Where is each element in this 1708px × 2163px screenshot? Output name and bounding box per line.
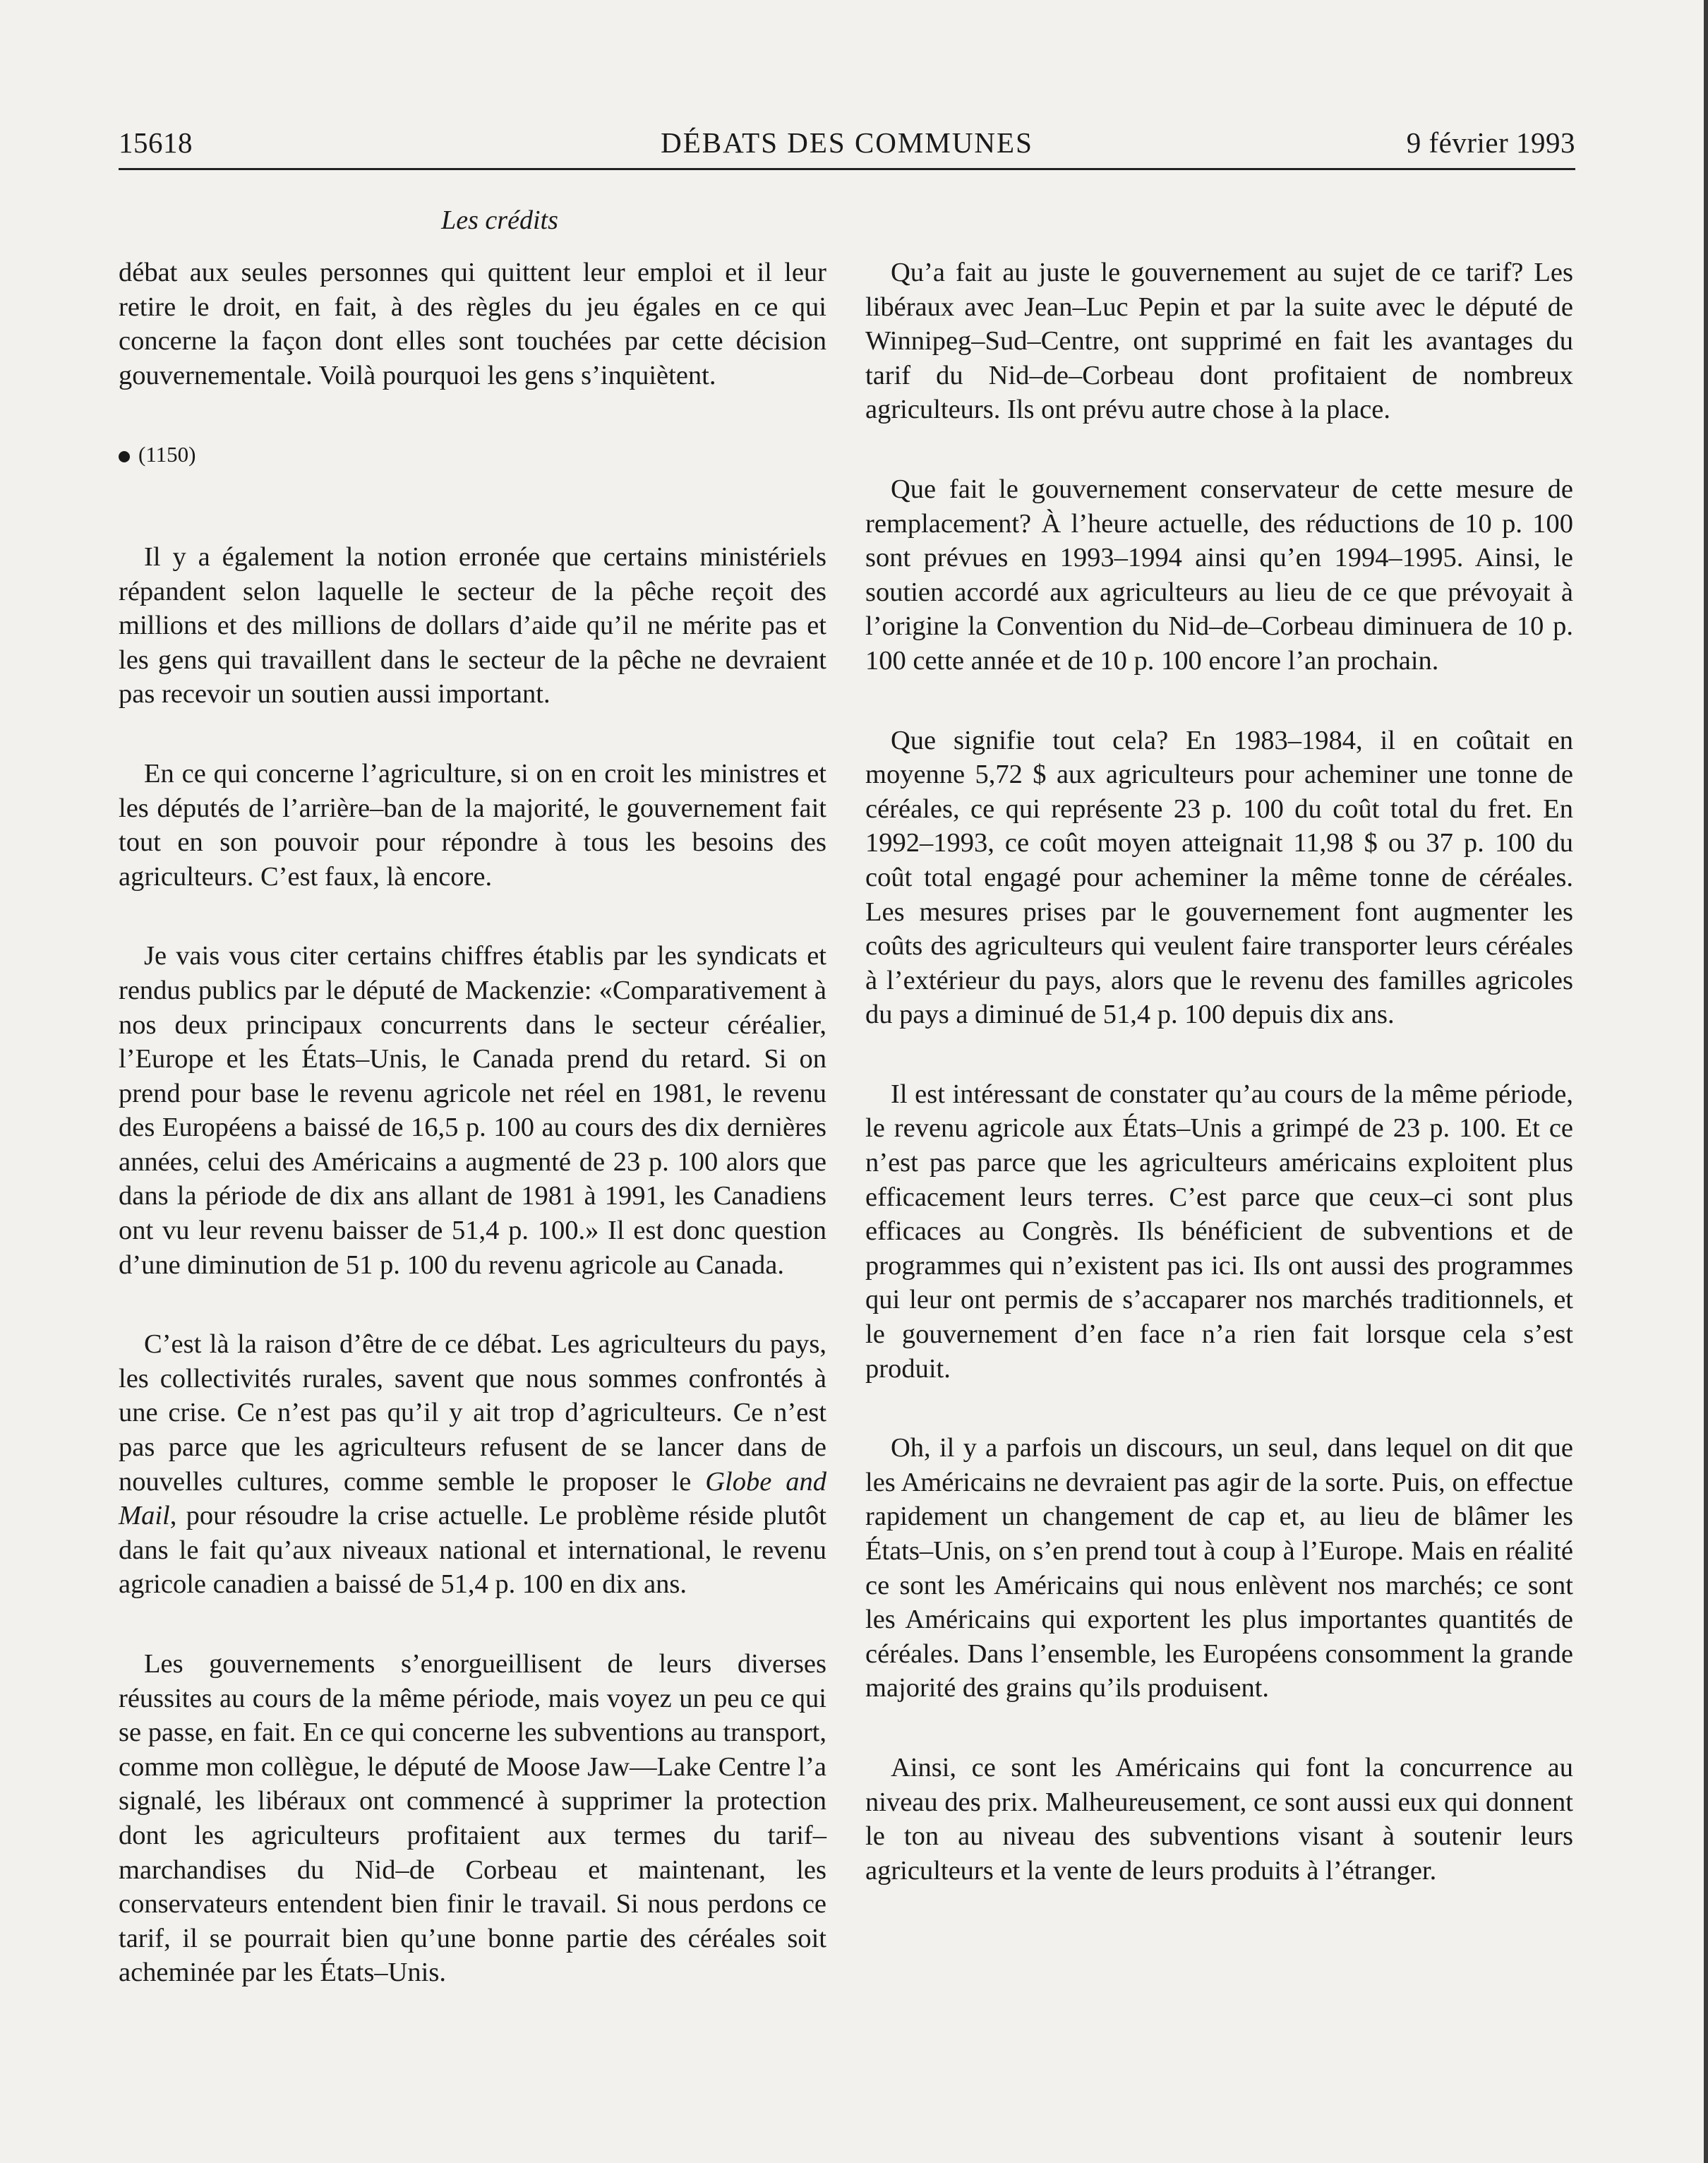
paragraph-text: C’est là la raison d’être de ce débat. Les agriculteurs du pays, les collectivités rurales, savent que nous sommes confrontés à une crise. Ce n’est pas qu’il y ait trop d’agriculteurs. Ce n’est pas parce que les agriculteurs refusent de se lancer dans de nouvelles cultures, comme semble le proposer le xyxy=(119,1329,826,1497)
paragraph: Que fait le gouvernement conservateur de cette mesure de remplacement? À l’heure actuelle, des réductions de 10 p. 100 sont prévues en 1993–1994 ainsi qu’en 1994–1995. Ainsi, le soutien accordé aux agriculteurs au lieu de ce que prévoyait à l’origine la Convention du Nid–de–Corbeau diminuera de 10 p. 100 cette année et de 10 p. 100 encore l’an prochain. xyxy=(865,474,1573,676)
paragraph: Il y a également la notion erronée que certains ministériels répandent selon laquelle le secteur de la pêche reçoit des millions et des millions de dollars d’aide qu’il ne mérite pas et les gens qui travaillent dans le secteur de la pêche ne devraient pas recevoir un soutien aussi important. xyxy=(119,541,826,709)
header-rule xyxy=(119,168,1575,170)
paragraph: En ce qui concerne l’agriculture, si on en croit les ministres et les députés de l’arrière–ban de la majorité, le gouvernement fait tout en son pouvoir pour répondre à tous les besoins des agriculteurs. C’est faux, là encore. xyxy=(119,758,826,892)
paragraph: Qu’a fait au juste le gouvernement au sujet de ce tarif? Les libéraux avec Jean–Luc Pepin et par la suite avec le député de Winnipeg–Sud–Centre, ont supprimé en fait les avantages du tarif du Nid–de–Corbeau dont profitaient de nombreux agriculteurs. Ils ont prévu autre chose à la place. xyxy=(865,258,1573,425)
paragraph: Je vais vous citer certains chiffres établis par les syndicats et rendus publics par le député de Mackenzie: «Comparativement à nos deux principaux concurrents dans le secteur céréalier, l’Europe et les États–Unis, le Canada prend du retard. Si on prend pour base le revenu agricole net réel en 1981, le revenu des Européens a baissé de 16,5 p. 100 au cours des dix dernières années, celui des Américains a augmenté de 23 p. 100 alors que dans la période de dix ans allant de 1981 à 1991, les Canadiens ont vu leur revenu baisser de 51,4 p. 100.» Il est donc question d’une diminution de 51 p. 100 du revenu agricole au Canada. xyxy=(119,941,826,1280)
paragraph: Ainsi, ce sont les Américains qui font la concurrence au niveau des prix. Malheureusement, ce sont aussi eux qui donnent le ton au niveau des subventions visant à soutenir leurs agriculteurs et la vente de leurs produits à l’étranger. xyxy=(865,1752,1573,1886)
publication-date: 9 février 1993 xyxy=(1406,126,1575,159)
page-header xyxy=(119,126,1575,168)
left-column xyxy=(119,256,826,2035)
paragraph: Il est intéressant de constater qu’au cours de la même période, le revenu agricole aux États–Unis a grimpé de 23 p. 100. Et ce n’est pas parce que les agriculteurs américains exploitent plus efficacement leurs terres. C’est parce que ceux–ci sont plus efficaces au Congrès. Ils bénéficient de subventions et de programmes qui n’existent pas ici. Ils ont aussi des programmes qui leur ont permis de s’accaparer nos marchés traditionnels, et le gouvernement d’en face n’a rien fait lorsque cela s’est produit. xyxy=(865,1079,1573,1384)
publication-title: DÉBATS DES COMMUNES xyxy=(661,126,1033,159)
paragraph xyxy=(119,1327,826,1602)
paragraph: Oh, il y a parfois un discours, un seul, dans lequel on dit que les Américains ne devraient pas agir de la sorte. Puis, on effectue rapidement un changement de cap et, au lieu de blâmer les États–Unis, on s’en prend tout à coup à l’Europe. Mais en réalité ce sont les Américains qui nous enlèvent nos marchés; ce sont les Américains qui exportent les plus importantes quantités de céréales. Dans l’ensemble, les Européens consomment la grande majorité des grains qu’ils produisent. xyxy=(865,1433,1573,1703)
paragraph-text: , pour résoudre la crise actuelle. Le problème réside plutôt dans le fait qu’aux niveaux national et international, le revenu agricole canadien a baissé de 51,4 p. 100 en dix ans. xyxy=(119,1501,826,1600)
page-number: 15618 xyxy=(119,126,193,159)
bullet-icon xyxy=(119,451,130,462)
section-title: Les crédits xyxy=(441,205,558,235)
scan-edge xyxy=(1704,0,1708,2163)
paragraph: Les gouvernements s’enorgueillisent de leurs diverses réussites au cours de la même période, mais voyez un peu ce qui se passe, en fait. En ce qui concerne les subventions au transport, comme mon collègue, le député de Moose Jaw—Lake Centre l’a signalé, les libéraux ont commencé à supprimer la protection dont les agriculteurs profitaient aux termes du tarif–marchandises du Nid–de Corbeau et maintenant, les conservateurs entendent bien finir le travail. Si nous perdons ce tarif, il se pourrait bien qu’une bonne partie des céréales soit acheminée par les États–Unis. xyxy=(119,1649,826,1988)
time-marker xyxy=(119,438,826,472)
paragraph: débat aux seules personnes qui quittent leur emploi et il leur retire le droit, en fait, à des règles du jeu égales en ce qui concerne la façon dont elles sont touchées par cette décision gouvernementale. Voilà pourquoi les gens s’inquiètent. xyxy=(119,258,826,390)
time-marker-label: (1150) xyxy=(138,442,196,467)
paragraph: Que signifie tout cela? En 1983–1984, il en coûtait en moyenne 5,72 $ aux agriculteurs pour acheminer une tonne de céréales, ce qui représente 23 p. 100 du coût total du fret. En 1992–1993, ce coût moyen atteignait 11,98 $ ou 37 p. 100 du coût total engagé pour acheminer la même tonne de céréales. Les mesures prises par le gouvernement font augmenter les coûts des agriculteurs qui veulent faire transporter leurs céréales à l’extérieur du pays, alors que le revenu des familles agricoles du pays a diminué de 51,4 p. 100 depuis dix ans. xyxy=(865,725,1573,1030)
right-column xyxy=(865,256,1573,1933)
newspaper-title: Globe and Mail xyxy=(119,1466,827,1531)
